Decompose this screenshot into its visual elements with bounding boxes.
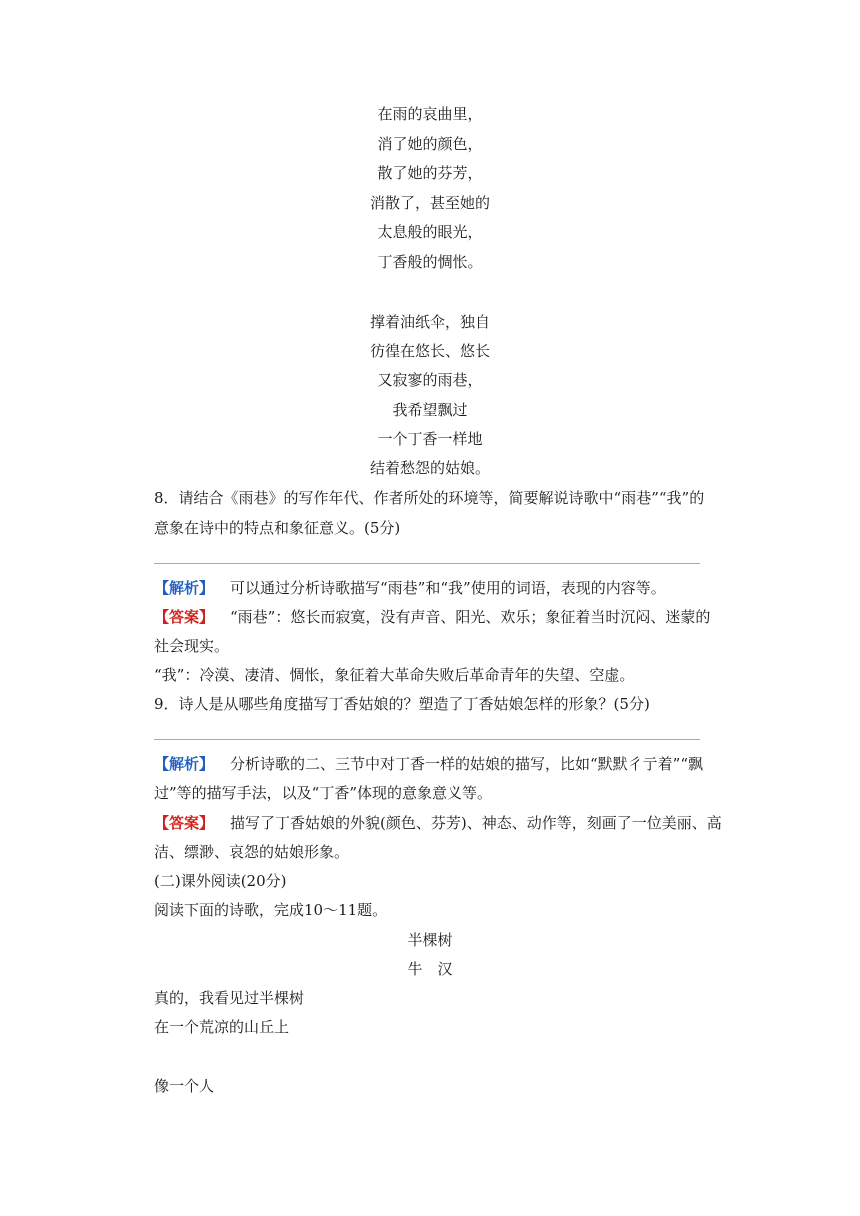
answer-tag: 【答案】 — [154, 814, 215, 832]
analysis-row — [154, 578, 666, 598]
poem-line: 在雨的哀曲里， — [377, 105, 483, 123]
analysis-tag: 【解析】 — [154, 755, 215, 773]
poem-line: 消了她的颜色， — [377, 135, 483, 153]
answer-text: 描写了丁香姑娘的外貌(颜色、芬芳)、神态、动作等，刻画了一位美丽、高 — [230, 814, 722, 832]
section-instruction: 阅读下面的诗歌，完成10～11题。 — [154, 901, 388, 919]
analysis-tag: 【解析】 — [154, 579, 215, 597]
poem-line: 彷徨在悠长、悠长 — [369, 342, 490, 360]
answer-tag: 【答案】 — [154, 608, 215, 626]
question-8-text-cont: 意象在诗中的特点和象征意义。(5分) — [154, 519, 401, 537]
answer-text-cont: 洁、缥渺、哀怨的姑娘形象。 — [154, 843, 350, 861]
poem-line: 真的，我看见过半棵树 — [154, 989, 305, 1007]
poem-line: 丁香般的惆怅。 — [377, 253, 483, 271]
analysis-row — [154, 754, 703, 774]
answer-row — [154, 607, 710, 627]
poem-author: 牛 汉 — [407, 960, 453, 978]
analysis-text: 可以通过分析诗歌描写“雨巷”和“我”使用的词语，表现的内容等。 — [230, 579, 666, 597]
answer-blank-line — [154, 739, 700, 740]
poem-line: 在一个荒凉的山丘上 — [154, 1018, 290, 1036]
poem-line: 散了她的芬芳， — [377, 164, 483, 182]
poem-line: 像一个人 — [154, 1077, 215, 1095]
answer-text-cont: 社会现实。 — [154, 637, 230, 655]
poem-title: 半棵树 — [407, 931, 453, 949]
analysis-text: 分析诗歌的二、三节中对丁香一样的姑娘的描写，比如“默默彳亍着”“飘 — [230, 755, 704, 773]
poem-line: 又寂寥的雨巷， — [377, 371, 483, 389]
poem-line: 我希望飘过 — [392, 401, 468, 419]
analysis-text-cont: 过”等的描写手法，以及“丁香”体现的意象意义等。 — [154, 784, 493, 802]
question-9-text: 9．诗人是从哪些角度描写丁香姑娘的？塑造了丁香姑娘怎样的形象？(5分) — [154, 695, 650, 713]
poem-line: 消散了，甚至她的 — [369, 194, 490, 212]
poem-line: 太息般的眼光， — [377, 223, 483, 241]
answer-row — [154, 813, 722, 833]
answer-blank-line — [154, 563, 700, 564]
poem-line: 一个丁香一样地 — [377, 430, 483, 448]
section-heading: (二)课外阅读(20分) — [154, 872, 287, 890]
poem-line: 结着愁怨的姑娘。 — [369, 459, 490, 477]
question-8-text: 8．请结合《雨巷》的写作年代、作者所处的环境等，简要解说诗歌中“雨巷”“我”的 — [154, 489, 705, 507]
answer-text-cont: “我”：冷漠、凄清、惆怅，象征着大革命失败后革命青年的失望、空虚。 — [154, 666, 635, 684]
answer-text: “雨巷”：悠长而寂寞，没有声音、阳光、欢乐；象征着当时沉闷、迷蒙的 — [230, 608, 711, 626]
poem-line: 撑着油纸伞，独自 — [369, 313, 490, 331]
